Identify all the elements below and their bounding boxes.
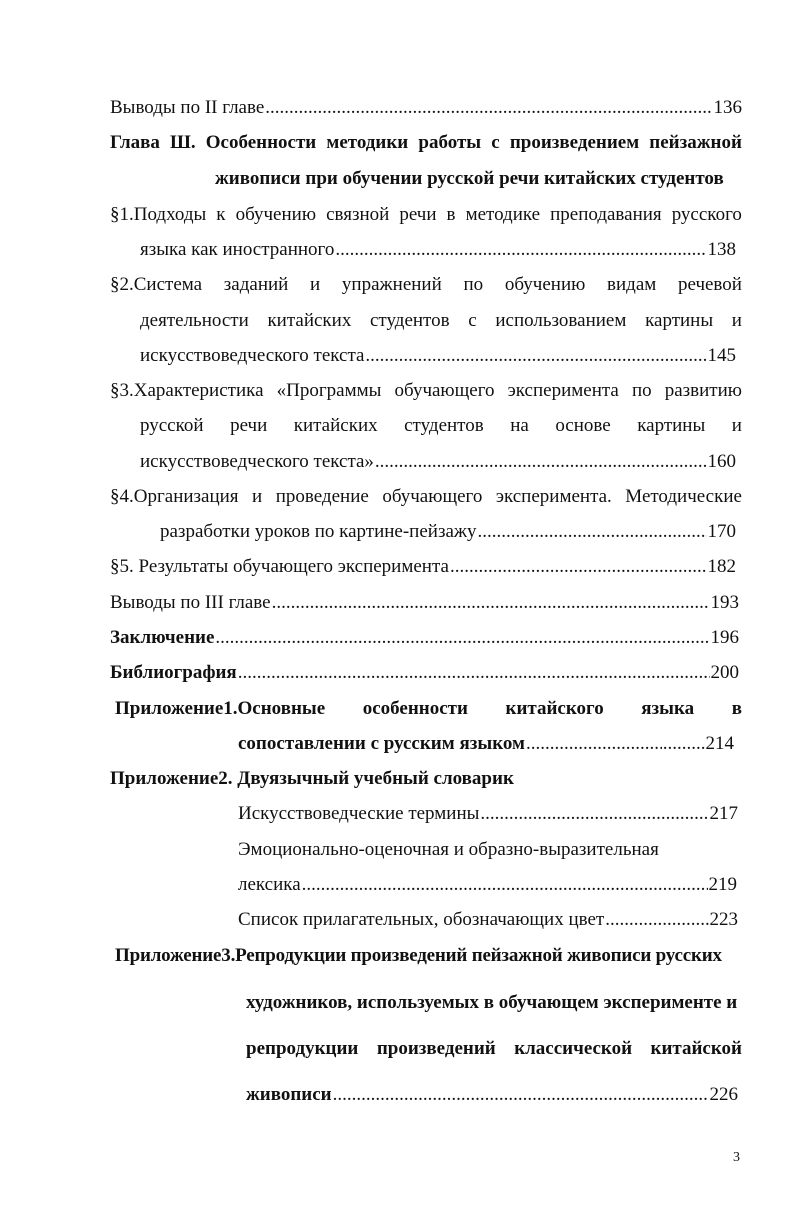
word: на (510, 415, 529, 436)
word: обучению (235, 204, 317, 225)
word: студентов (404, 415, 484, 436)
word: русской (140, 415, 204, 436)
toc-entry-title: Выводы по III главе (110, 592, 271, 613)
word: методики (326, 132, 409, 153)
word: «Программы (276, 380, 382, 401)
toc-entry-title: искусствоведческого текста» (140, 451, 374, 472)
toc-entry-title: лексика (238, 874, 301, 895)
word: §4.Организация (110, 486, 239, 507)
toc-section-2-line3 (140, 344, 736, 368)
word: картины (645, 310, 714, 331)
word: Методические (625, 486, 742, 507)
word: связной (326, 204, 390, 225)
toc-page-number: 136 (713, 97, 742, 118)
word: классической (514, 1038, 633, 1059)
leader-dots (375, 450, 707, 474)
word: §1.Подходы (110, 204, 207, 225)
word: языка (641, 698, 695, 719)
word: эксперимента (507, 380, 619, 401)
toc-appendix-2-item-lexis-line2 (238, 873, 737, 897)
toc-entry-title: Эмоционально-оценочная и образно-выразительная (238, 839, 659, 860)
word: использованием (495, 310, 627, 331)
toc-entry-title: искусствоведческого текста (140, 345, 365, 366)
word: по (463, 274, 484, 295)
toc-entry-title: сопоставлении с русским языком (238, 733, 525, 754)
toc-page-number: 223 (709, 909, 738, 930)
leader-dots (265, 96, 712, 120)
toc-entry-title: разработки уроков по картине-пейзажу (160, 521, 477, 542)
toc-section-3-line1 (110, 379, 742, 403)
toc-section-2-line1 (110, 273, 742, 297)
word: репродукции (246, 1038, 359, 1059)
toc-entry-conclusion (110, 626, 739, 650)
word: с (468, 310, 477, 331)
page-number: 3 (733, 1150, 740, 1165)
toc-chapter-3-line2 (215, 167, 745, 191)
toc-entry-title: Библиография (110, 662, 237, 683)
leader-dots (215, 626, 709, 650)
toc-appendix-1-line1 (115, 697, 742, 721)
word: пейзажной (649, 132, 742, 153)
toc-page-number: 200 (710, 662, 739, 683)
word: к (216, 204, 226, 225)
word: студентов (370, 310, 450, 331)
toc-entry-title: живописи при обучении русской речи китайских студентов (215, 168, 724, 189)
word: и (731, 310, 742, 331)
toc-entry-conclusions-ch2 (110, 96, 742, 120)
toc-appendix-2-item-terms (238, 802, 738, 826)
toc-entry-title: Приложение3.Репродукции произведений пейзажной живописи русских (115, 945, 722, 966)
toc-entry-title: Приложение2. Двуязычный учебный словарик (110, 768, 514, 789)
word: речи (230, 415, 268, 436)
word: особенности (362, 698, 468, 719)
word: речевой (677, 274, 742, 295)
toc-entry-title: живописи (246, 1084, 332, 1105)
word: в (731, 698, 742, 719)
toc-page-number: 138 (707, 239, 736, 260)
toc-appendix-2-title (110, 767, 740, 791)
word: китайских (267, 310, 352, 331)
word: в (446, 204, 456, 225)
toc-entry-title: Искусствоведческие термины (238, 803, 480, 824)
toc-section-3-line3 (140, 450, 736, 474)
toc-appendix-1-line2 (238, 732, 734, 756)
word: видам (607, 274, 657, 295)
word: развитию (664, 380, 742, 401)
toc-entry-title: Заключение (110, 627, 215, 648)
leader-dots (480, 802, 708, 826)
word: китайской (650, 1038, 742, 1059)
toc-appendix-3-line4 (246, 1083, 738, 1107)
toc-entry-title: художников, используемых в обучающем эксперименте и (246, 992, 738, 1013)
word: Ш. (170, 132, 196, 153)
toc-entry-title: Список прилагательных, обозначающих цвет (238, 909, 605, 930)
toc-section-2-line2 (140, 309, 742, 333)
word: обучающего (394, 380, 495, 401)
word: картины (637, 415, 706, 436)
word: §3.Характеристика (110, 380, 264, 401)
word: §2.Система (110, 274, 203, 295)
leader-dots (526, 732, 662, 756)
word: с (491, 132, 500, 153)
toc-section-4-line2 (160, 520, 736, 544)
word: преподавания (550, 204, 662, 225)
toc-page-number: 170 (707, 521, 736, 542)
toc-entry-title: Выводы по II главе (110, 97, 265, 118)
toc-page-number: 196 (710, 627, 739, 648)
word: речи (399, 204, 437, 225)
word: произведений (376, 1038, 496, 1059)
toc-section-4-line1 (110, 485, 742, 509)
toc-page-number: 226 (709, 1084, 738, 1105)
leader-dots (450, 555, 707, 579)
leader-dots (365, 344, 706, 368)
toc-appendix-3-line2 (246, 991, 744, 1015)
word: методике (465, 204, 541, 225)
word: деятельности (140, 310, 249, 331)
leader-dots (335, 238, 706, 262)
toc-entry-title: языка как иностранного (140, 239, 335, 260)
word: эксперимента. (495, 486, 612, 507)
toc-page-number: 145 (707, 345, 736, 366)
word: китайского (505, 698, 604, 719)
toc-page-number: 182 (707, 556, 736, 577)
toc-appendix-3-line3 (246, 1037, 742, 1061)
toc-appendix-2-item-colors (238, 908, 738, 932)
word: произведением (509, 132, 640, 153)
toc-section-5 (110, 555, 736, 579)
toc-entry-title: §5. Результаты обучающего эксперимента (110, 556, 449, 577)
toc-entry-conclusions-ch3 (110, 591, 739, 615)
toc-page-number: 219 (708, 874, 737, 895)
word: работы (418, 132, 482, 153)
toc-appendix-2-item-lexis-line1 (238, 838, 738, 862)
leader-dots (272, 591, 710, 615)
word: и (310, 274, 321, 295)
toc-entry-bibliography (110, 661, 739, 685)
leader-dots (238, 661, 710, 685)
word: и (731, 415, 742, 436)
toc-section-3-line2 (140, 414, 742, 438)
leader-dots (302, 873, 708, 897)
toc-page-number: 193 (710, 592, 739, 613)
word: Особенности (205, 132, 317, 153)
word: Глава (110, 132, 160, 153)
word: основе (555, 415, 611, 436)
word: заданий (223, 274, 289, 295)
leader-dots (478, 520, 707, 544)
word: китайских (293, 415, 378, 436)
toc-page-number: 217 (709, 803, 738, 824)
toc-chapter-3-line1 (110, 131, 742, 155)
word: упражнений (341, 274, 442, 295)
leader-dots (333, 1083, 709, 1107)
toc-page-number: .........214 (662, 733, 734, 754)
word: обучению (504, 274, 586, 295)
word: русского (671, 204, 742, 225)
word: и (252, 486, 263, 507)
toc-appendix-3-line1 (115, 944, 745, 968)
toc-section-1-line1 (110, 203, 742, 227)
leader-dots (605, 908, 708, 932)
word: проведение (275, 486, 369, 507)
word: Приложение1.Основные (115, 698, 326, 719)
word: обучающего (382, 486, 483, 507)
word: по (631, 380, 652, 401)
toc-section-1-line2 (140, 238, 736, 262)
toc-page-number: 160 (707, 451, 736, 472)
